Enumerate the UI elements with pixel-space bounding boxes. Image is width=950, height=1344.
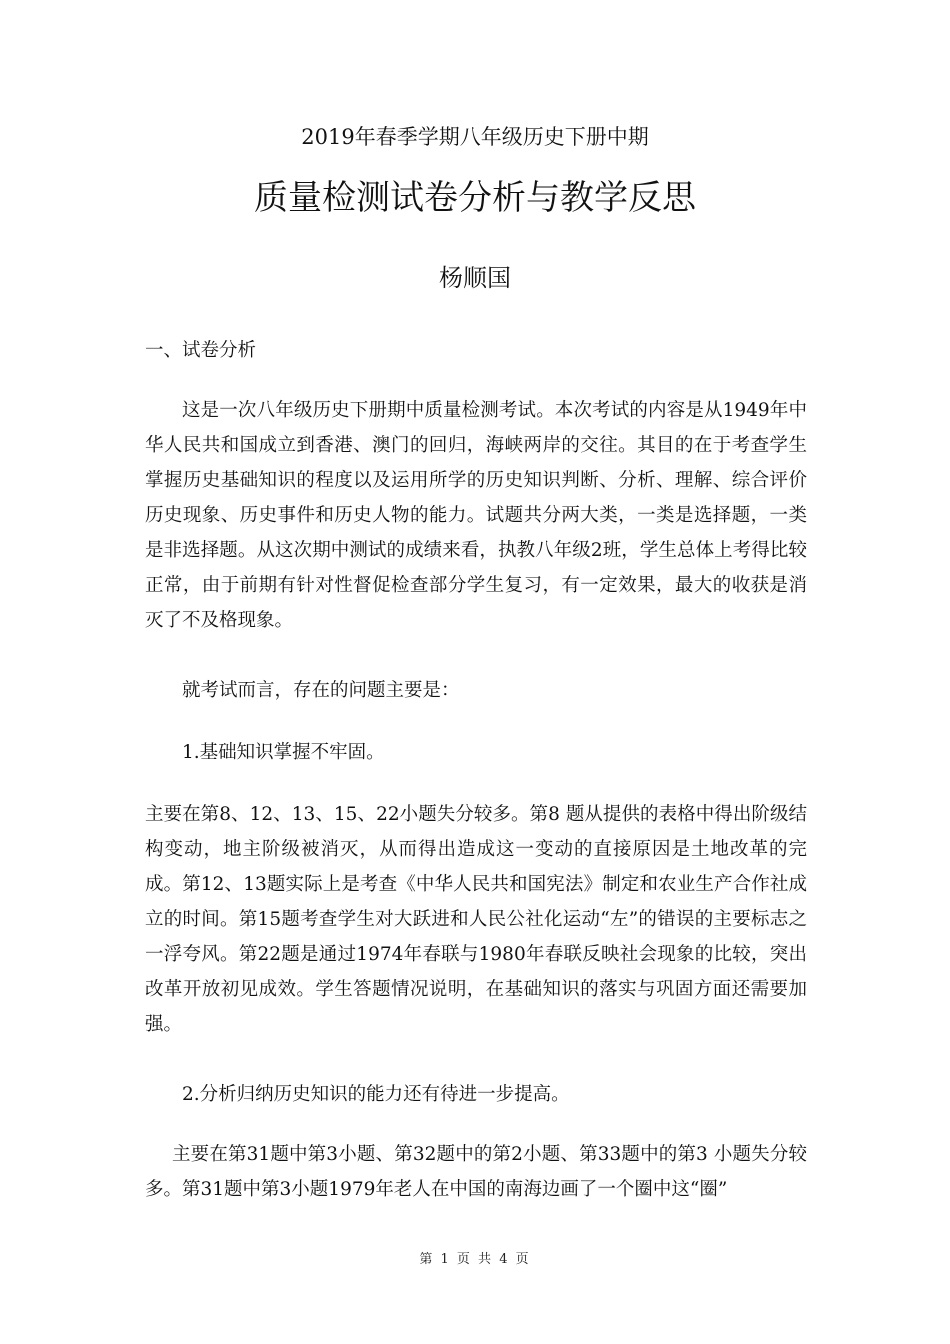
paragraph-basic-knowledge-detail: 主要在第8、12、13、15、22小题失分较多。第8 题从提供的表格中得出阶级结构变动，地主阶级被消灭，从而得出造成这一变动的直接原因是土地改革的完成。第12、13题实际上是考查《中华人民共和国宪法》制定和农业生产合作社成立的时间。第15题考查学生对大跃进和人民公社化运动“左”的错误的主要标志之一浮夸风。第22题是通过1974年春联与1980年春联反映社会现象的比较，突出改革开放初见成效。学生答题情况说明，在基础知识的落实与巩固方面还需要加强。 xyxy=(145,804,807,1035)
paragraph-analysis-ability-detail: 主要在第31题中第3小题、第32题中的第2小题、第33题中的第3 小题失分较多。第31题中第3小题1979年老人在中国的南海边画了一个圈中这“圈” xyxy=(145,1144,807,1200)
document-author: 杨顺国 xyxy=(439,264,511,292)
paragraph-exam-overview: 这是一次八年级历史下册期中质量检测考试。本次考试的内容是从1949年中华人民共和国成立到香港、澳门的回归，海峡两岸的交往。其目的在于考查学生掌握历史基础知识的程度以及运用所学的历史知识判断、分析、理解、综合评价历史现象、历史事件和历史人物的能力。试题共分两大类，一类是选择题，一类是非选择题。从这次期中测试的成绩来看，执教八年级2班，学生总体上考得比较正常，由于前期有针对性督促检查部分学生复习，有一定效果，最大的收获是消灭了不及格现象。 xyxy=(145,400,807,631)
item-heading-analysis-ability: 2.分析归纳历史知识的能力还有待进一步提高。 xyxy=(182,1084,570,1105)
paragraph-problems-intro: 就考试而言，存在的问题主要是： xyxy=(182,680,460,701)
page-number: 第 1 页 共 4 页 xyxy=(419,1252,531,1267)
document-subtitle: 2019年春季学期八年级历史下册中期 xyxy=(301,125,649,149)
section-heading-paper-analysis: 一、试卷分析 xyxy=(145,340,257,361)
item-heading-basic-knowledge: 1.基础知识掌握不牢固。 xyxy=(182,742,385,763)
document-title: 质量检测试卷分析与教学反思 xyxy=(254,178,696,218)
